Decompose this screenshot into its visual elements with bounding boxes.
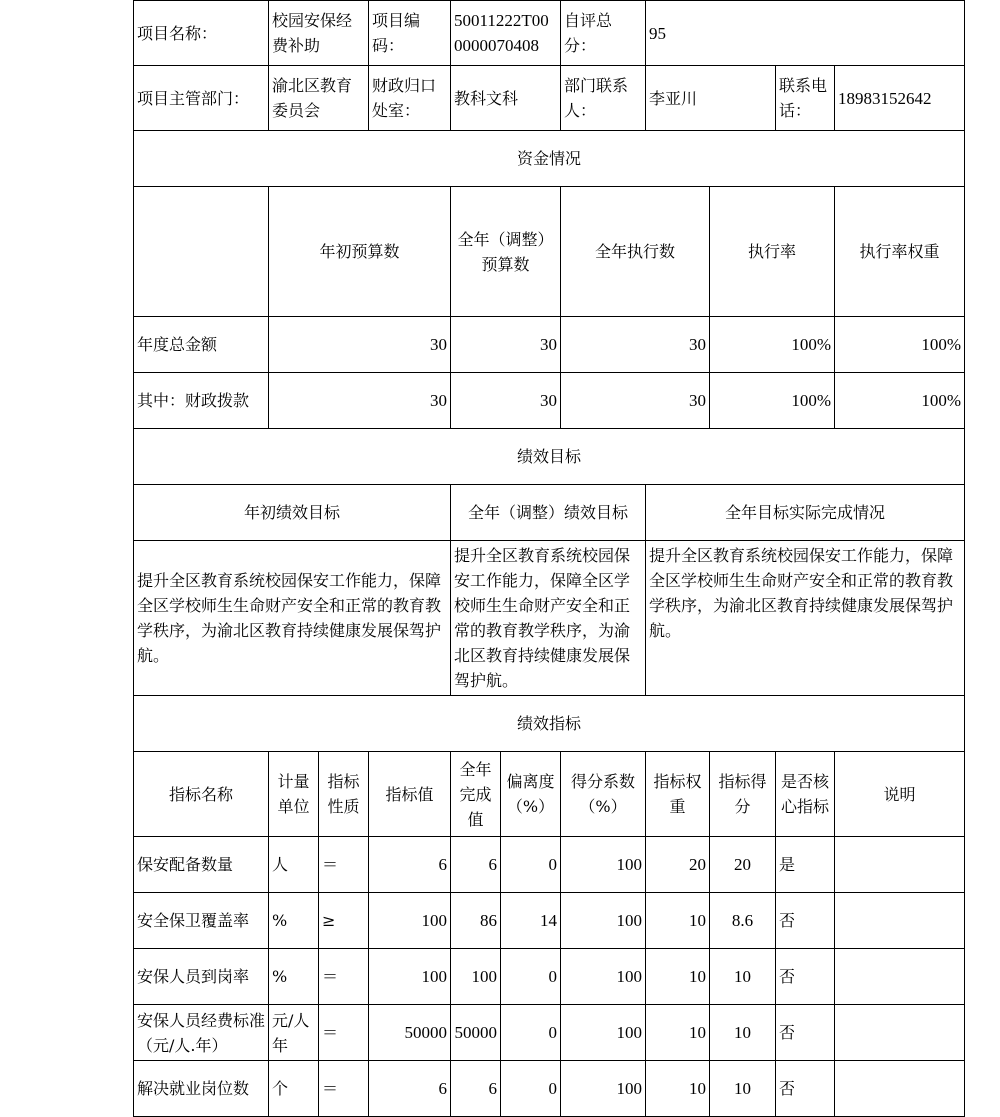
funds-cell: 100% xyxy=(835,317,965,373)
indicator-unit: % xyxy=(269,893,319,949)
indicators-section-title: 绩效指标 xyxy=(134,696,965,752)
indicator-header: 全年完成值 xyxy=(451,752,501,837)
funds-header: 全年执行数 xyxy=(561,187,710,317)
indicator-actual: 86 xyxy=(451,893,501,949)
indicators-header-row xyxy=(134,752,965,837)
indicator-nature: ＝ xyxy=(319,1061,369,1117)
indicator-name: 安全保卫覆盖率 xyxy=(134,893,269,949)
funds-row xyxy=(134,373,965,429)
indicator-weight: 20 xyxy=(646,837,710,893)
indicator-core: 否 xyxy=(776,1005,835,1061)
performance-evaluation-table xyxy=(133,0,965,1117)
indicator-deviation: 0 xyxy=(501,837,561,893)
indicator-weight: 10 xyxy=(646,893,710,949)
indicator-header: 指标性质 xyxy=(319,752,369,837)
funds-cell: 30 xyxy=(269,373,451,429)
indicator-name: 安保人员到岗率 xyxy=(134,949,269,1005)
funds-row-label: 其中：财政拨款 xyxy=(134,373,269,429)
funds-cell: 100% xyxy=(835,373,965,429)
project-name-value: 校园安保经费补助 xyxy=(269,1,369,66)
indicator-deviation: 14 xyxy=(501,893,561,949)
indicator-coef: 100 xyxy=(561,893,646,949)
project-code-value: 50011222T000000070408 xyxy=(451,1,561,66)
indicator-header: 得分系数（%） xyxy=(561,752,646,837)
indicator-unit: 个 xyxy=(269,1061,319,1117)
funds-cell: 30 xyxy=(451,373,561,429)
indicator-coef: 100 xyxy=(561,837,646,893)
indicator-header: 指标值 xyxy=(369,752,451,837)
project-name-label: 项目名称： xyxy=(134,1,269,66)
indicator-deviation: 0 xyxy=(501,1005,561,1061)
funds-cell: 100% xyxy=(710,373,835,429)
indicator-deviation: 0 xyxy=(501,1061,561,1117)
indicator-nature: ＝ xyxy=(319,837,369,893)
indicator-name: 安保人员经费标准（元/人.年） xyxy=(134,1005,269,1061)
indicator-coef: 100 xyxy=(561,1061,646,1117)
indicator-nature: ＝ xyxy=(319,1005,369,1061)
indicator-target: 6 xyxy=(369,1061,451,1117)
score-value: 95 xyxy=(646,1,965,66)
score-label: 自评总分： xyxy=(561,1,646,66)
indicator-score: 10 xyxy=(710,1061,776,1117)
funds-cell: 30 xyxy=(561,373,710,429)
indicator-header: 指标得分 xyxy=(710,752,776,837)
goals-section-title: 绩效目标 xyxy=(134,429,965,485)
goals-header: 全年目标实际完成情况 xyxy=(646,485,965,541)
indicator-nature: ≥ xyxy=(319,893,369,949)
funds-header-row xyxy=(134,187,965,317)
indicator-unit: % xyxy=(269,949,319,1005)
indicator-unit: 元/人年 xyxy=(269,1005,319,1061)
goals-text: 提升全区教育系统校园保安工作能力，保障全区学校师生生命财产安全和正常的教育教学秩序，为渝北区教育持续健康发展保驾护航。 xyxy=(134,541,451,696)
indicator-score: 20 xyxy=(710,837,776,893)
indicator-header: 偏离度（%） xyxy=(501,752,561,837)
funds-cell: 30 xyxy=(269,317,451,373)
phone-label: 联系电话： xyxy=(776,66,835,131)
funds-header: 执行率 xyxy=(710,187,835,317)
indicator-row xyxy=(134,893,965,949)
indicator-score: 10 xyxy=(710,1005,776,1061)
indicator-note xyxy=(835,1005,965,1061)
indicator-actual: 6 xyxy=(451,1061,501,1117)
indicator-note xyxy=(835,837,965,893)
indicator-unit: 人 xyxy=(269,837,319,893)
indicator-coef: 100 xyxy=(561,949,646,1005)
indicator-note xyxy=(835,949,965,1005)
funds-section-title: 资金情况 xyxy=(134,131,965,187)
funds-cell: 30 xyxy=(561,317,710,373)
goals-text: 提升全区教育系统校园保安工作能力，保障全区学校师生生命财产安全和正常的教育教学秩序，为渝北区教育持续健康发展保驾护航。 xyxy=(451,541,646,696)
indicator-target: 100 xyxy=(369,949,451,1005)
indicator-header: 指标名称 xyxy=(134,752,269,837)
contact-label: 部门联系人： xyxy=(561,66,646,131)
funds-header-blank xyxy=(134,187,269,317)
indicator-score: 10 xyxy=(710,949,776,1005)
indicator-actual: 50000 xyxy=(451,1005,501,1061)
indicator-row xyxy=(134,1061,965,1117)
indicator-name: 保安配备数量 xyxy=(134,837,269,893)
goals-text-row xyxy=(134,541,965,696)
indicator-core: 是 xyxy=(776,837,835,893)
indicator-weight: 10 xyxy=(646,949,710,1005)
indicator-note xyxy=(835,893,965,949)
contact-value: 李亚川 xyxy=(646,66,776,131)
indicator-target: 100 xyxy=(369,893,451,949)
indicator-header: 计量单位 xyxy=(269,752,319,837)
goals-header: 年初绩效目标 xyxy=(134,485,451,541)
indicator-weight: 10 xyxy=(646,1061,710,1117)
funds-row-label: 年度总金额 xyxy=(134,317,269,373)
funds-header: 执行率权重 xyxy=(835,187,965,317)
indicator-coef: 100 xyxy=(561,1005,646,1061)
indicator-nature: ＝ xyxy=(319,949,369,1005)
info-row-1 xyxy=(134,1,965,66)
funds-row xyxy=(134,317,965,373)
indicator-deviation: 0 xyxy=(501,949,561,1005)
goals-header-row xyxy=(134,485,965,541)
indicator-actual: 6 xyxy=(451,837,501,893)
indicator-header: 是否核心指标 xyxy=(776,752,835,837)
indicator-core: 否 xyxy=(776,949,835,1005)
funds-cell: 100% xyxy=(710,317,835,373)
indicator-target: 50000 xyxy=(369,1005,451,1061)
funds-cell: 30 xyxy=(451,317,561,373)
indicator-core: 否 xyxy=(776,893,835,949)
goals-header: 全年（调整）绩效目标 xyxy=(451,485,646,541)
indicator-target: 6 xyxy=(369,837,451,893)
info-row-2 xyxy=(134,66,965,131)
indicator-weight: 10 xyxy=(646,1005,710,1061)
indicator-score: 8.6 xyxy=(710,893,776,949)
indicator-header: 说明 xyxy=(835,752,965,837)
dept-value: 渝北区教育委员会 xyxy=(269,66,369,131)
dept-label: 项目主管部门： xyxy=(134,66,269,131)
indicator-row xyxy=(134,1005,965,1061)
indicator-actual: 100 xyxy=(451,949,501,1005)
indicator-name: 解决就业岗位数 xyxy=(134,1061,269,1117)
indicator-core: 否 xyxy=(776,1061,835,1117)
office-value: 教科文科 xyxy=(451,66,561,131)
goals-text: 提升全区教育系统校园保安工作能力，保障全区学校师生生命财产安全和正常的教育教学秩序，为渝北区教育持续健康发展保驾护航。 xyxy=(646,541,965,696)
indicator-row xyxy=(134,837,965,893)
office-label: 财政归口处室： xyxy=(369,66,451,131)
project-code-label: 项目编码： xyxy=(369,1,451,66)
funds-header: 年初预算数 xyxy=(269,187,451,317)
indicator-row xyxy=(134,949,965,1005)
phone-value: 18983152642 xyxy=(835,66,965,131)
indicator-note xyxy=(835,1061,965,1117)
indicator-header: 指标权重 xyxy=(646,752,710,837)
funds-header: 全年（调整）预算数 xyxy=(451,187,561,317)
